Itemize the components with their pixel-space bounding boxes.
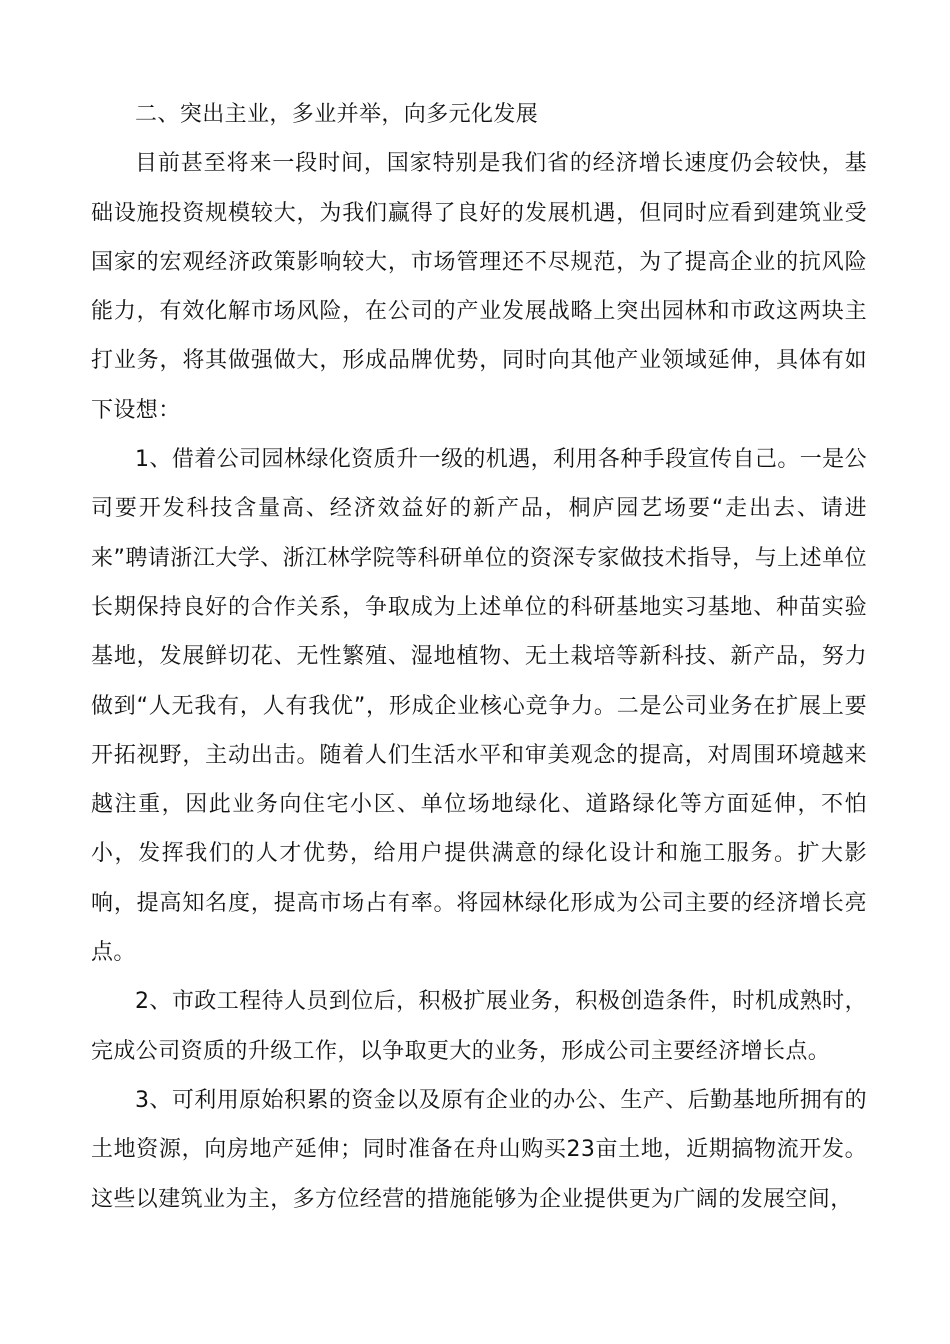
paragraph-item-1: 1、借着公司园林绿化资质升一级的机遇，利用各种手段宣传自己。一是公司要开发科技含量高、经济效益好的新产品，桐庐园艺场要“走出去、请进来”聘请浙江大学、浙江林学院等科研单位的资深专家做技术指导，与上述单位长期保持良好的合作关系，争取成为上述单位的科研基地实习基地、种苗实验基地，发展鲜切花、无性繁殖、湿地植物、无土栽培等新科技、新产品，努力做到“人无我有，人有我优”，形成企业核心竞争力。二是公司业务在扩展上要开拓视野，主动出击。随着人们生活水平和审美观念的提高，对周围环境越来越注重，因此业务向住宅小区、单位场地绿化、道路绿化等方面延伸，不怕小，发挥我们的人才优势，给用户提供满意的绿化设计和施工服务。扩大影响，提高知名度，提高市场占有率。将园林绿化形成为公司主要的经济增长亮点。 bbox=[91, 447, 867, 966]
paragraph-item-3: 3、可利用原始积累的资金以及原有企业的办公、生产、后勤基地所拥有的土地资源，向房地产延伸；同时准备在舟山购买23亩土地，近期搞物流开发。这些以建筑业为主，多方位经营的措施能够为企业提供更为广阔的发展空间， bbox=[91, 1087, 867, 1212]
paragraph-intro: 目前甚至将来一段时间，国家特别是我们省的经济增长速度仍会较快，基础设施投资规模较大，为我们赢得了良好的发展机遇，但同时应看到建筑业受国家的宏观经济政策影响较大，市场管理还不尽规范，为了提高企业的抗风险能力，有效化解市场风险，在公司的产业发展战略上突出园林和市政这两块主打业务，将其做强做大，形成品牌优势，同时向其他产业领域延伸，具体有如下设想： bbox=[91, 151, 867, 423]
paragraph-item-2: 2、市政工程待人员到位后，积极扩展业务，积极创造条件，时机成熟时，完成公司资质的升级工作，以争取更大的业务，形成公司主要经济增长点。 bbox=[91, 989, 867, 1064]
section-heading: 二、突出主业，多业并举，向多元化发展 bbox=[135, 102, 539, 127]
document-body bbox=[91, 90, 867, 1224]
